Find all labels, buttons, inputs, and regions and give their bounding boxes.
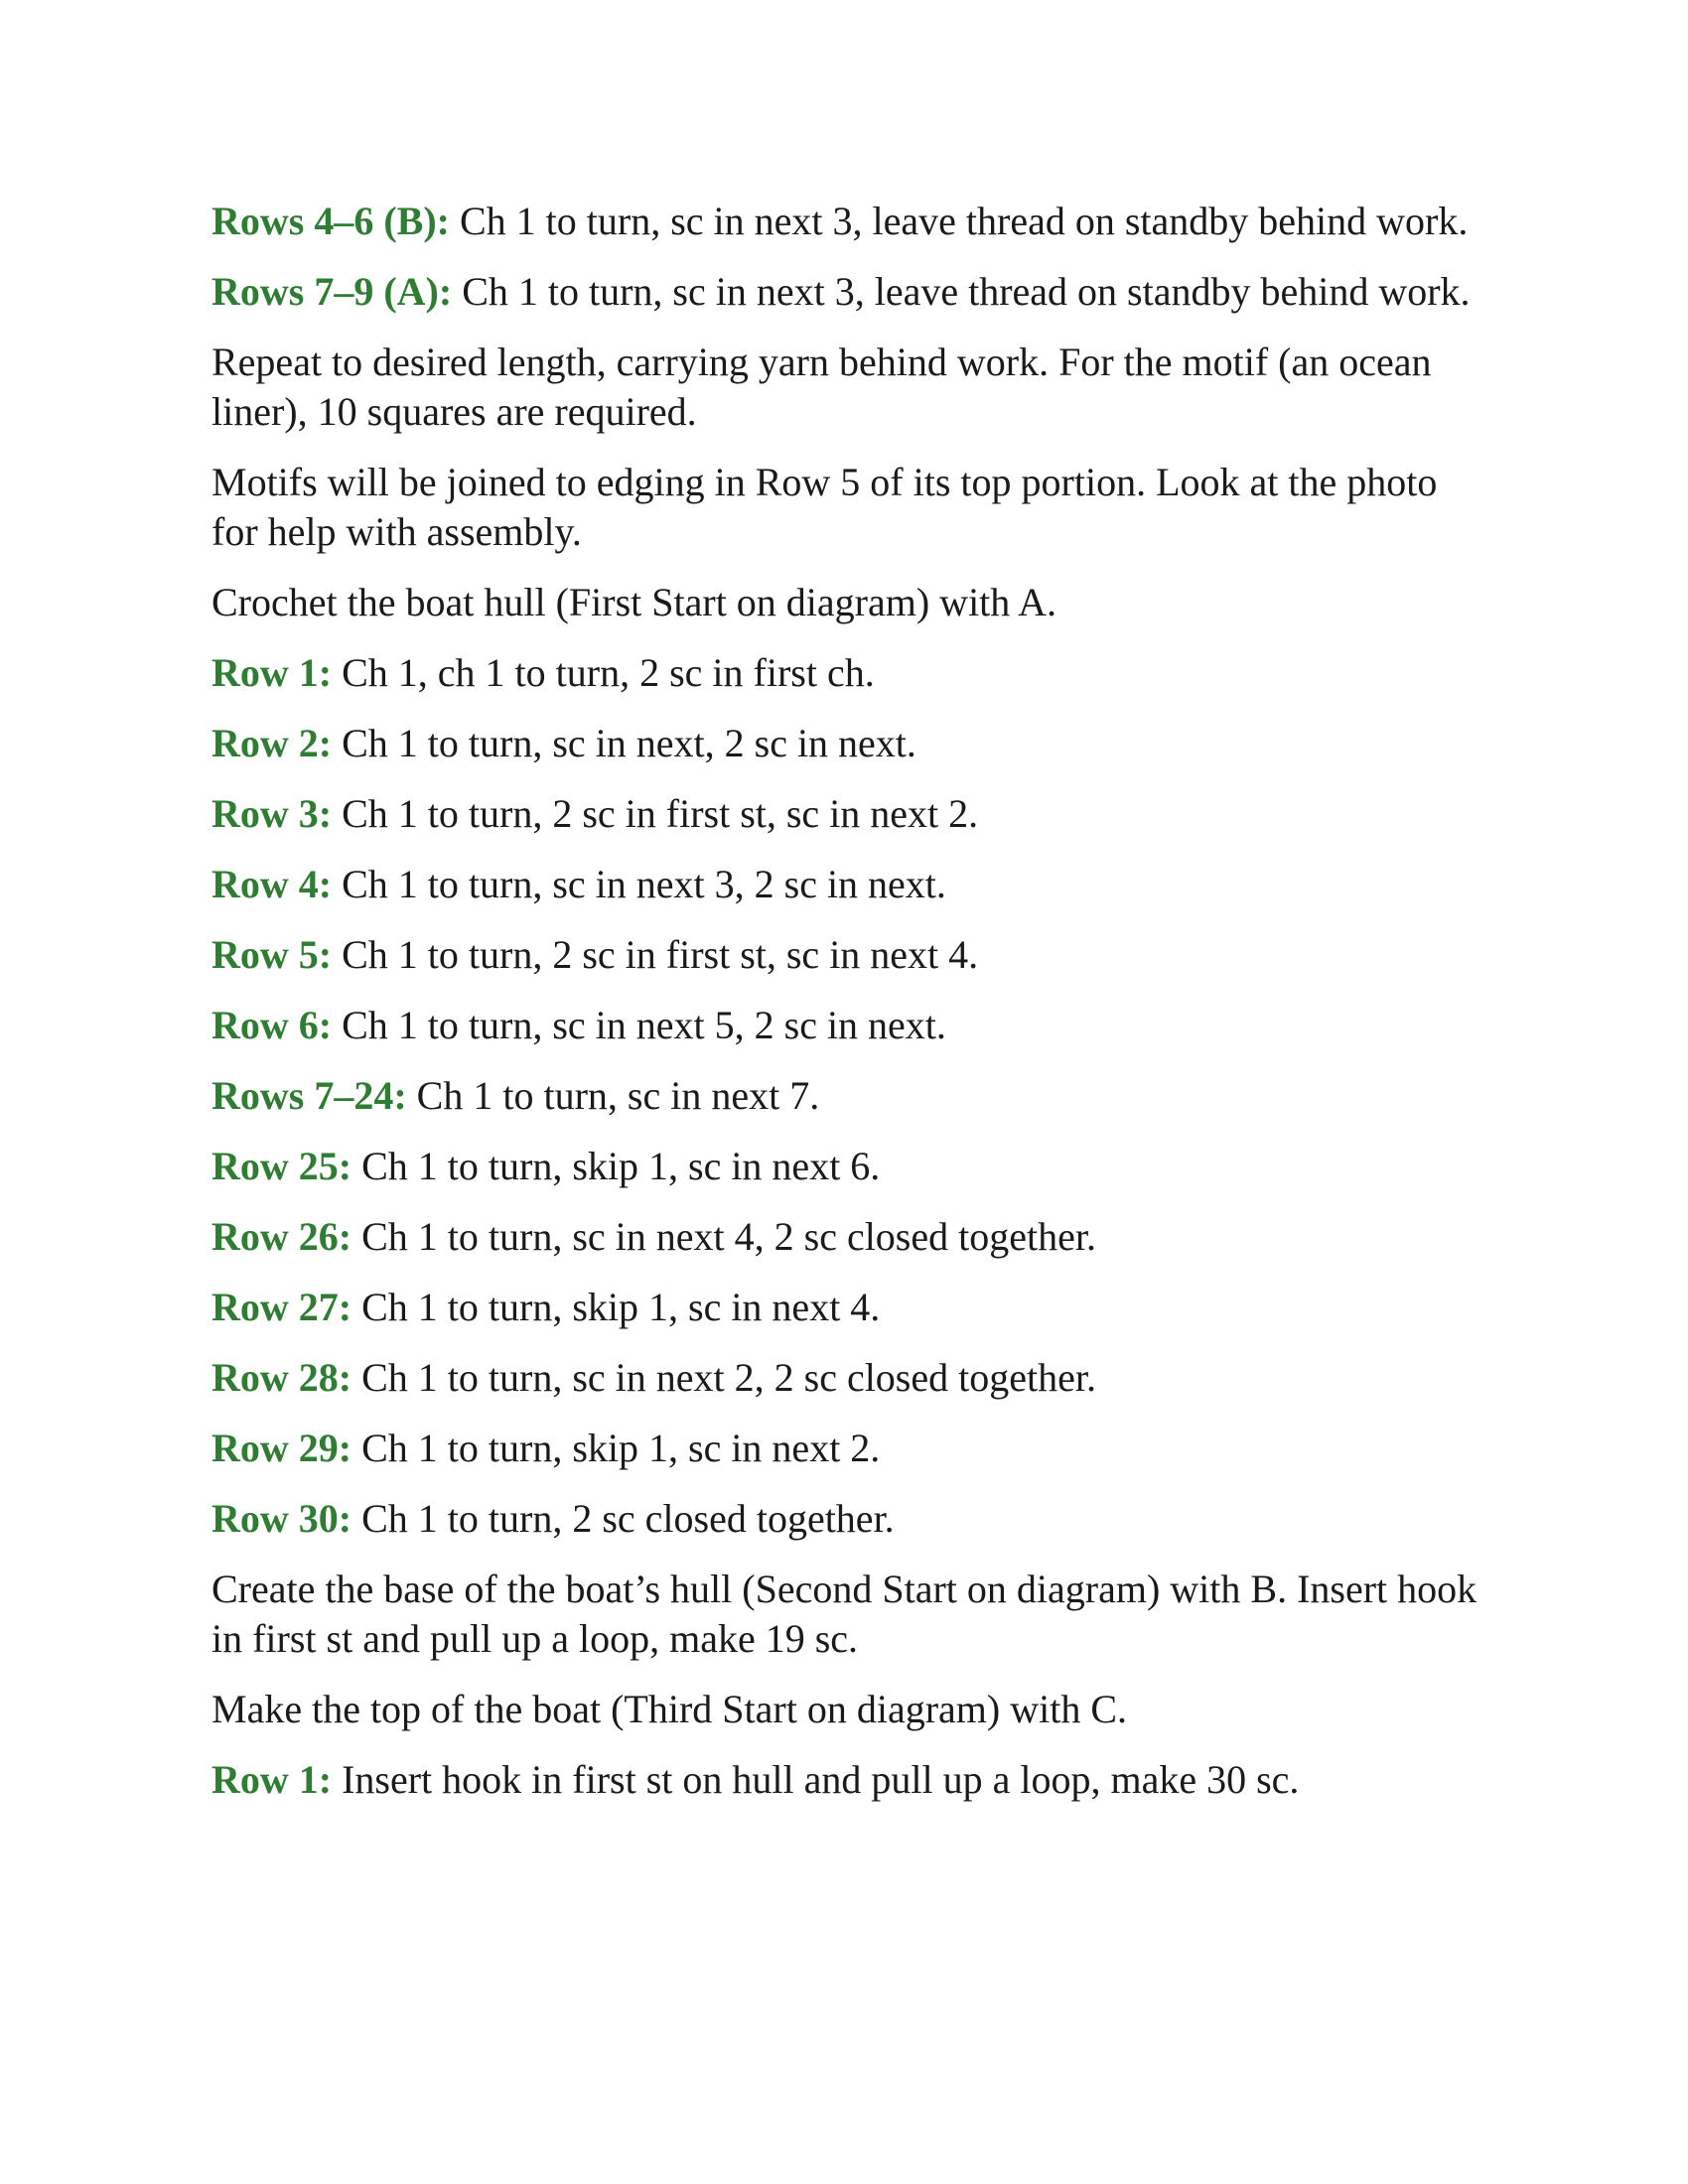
row-label: Row 28: (211, 1355, 352, 1400)
instruction-text: Ch 1 to turn, sc in next 3, leave thread on standby behind work. (449, 199, 1469, 243)
instruction-row-2 (211, 719, 1482, 768)
row-label: Row 27: (211, 1285, 352, 1329)
row-label: Row 6: (211, 1003, 333, 1047)
row-label: Row 30: (211, 1496, 352, 1541)
instruction-text: Ch 1 to turn, sc in next, 2 sc in next. (332, 721, 916, 765)
instruction-row-27 (211, 1283, 1482, 1332)
instruction-text: Ch 1 to turn, skip 1, sc in next 6. (352, 1144, 881, 1188)
row-label: Row 29: (211, 1426, 352, 1470)
row-label: Row 1: (211, 1757, 333, 1802)
instruction-text: Ch 1 to turn, sc in next 7. (406, 1073, 820, 1118)
paragraph-hull-base (211, 1565, 1482, 1664)
instruction-top-row-1 (211, 1755, 1482, 1805)
document-page (211, 197, 1482, 1826)
paragraph-text: Motifs will be joined to edging in Row 5 of its top portion. Look at the photo for help with assembly. (211, 460, 1438, 554)
row-label: Row 4: (211, 862, 333, 906)
paragraph-text: Crochet the boat hull (First Start on diagram) with A. (211, 580, 1056, 624)
instruction-text: Ch 1 to turn, sc in next 3, 2 sc in next. (332, 862, 946, 906)
paragraph-repeat (211, 338, 1482, 437)
paragraph-text: Create the base of the boat’s hull (Second Start on diagram) with B. Insert hook in first st and pull up a loop, make 19 sc. (211, 1567, 1477, 1661)
instruction-rows-7-9 (211, 267, 1482, 317)
instruction-rows-4-6 (211, 197, 1482, 246)
instruction-row-1 (211, 648, 1482, 698)
instruction-row-28 (211, 1353, 1482, 1403)
instruction-text: Ch 1 to turn, skip 1, sc in next 2. (352, 1426, 881, 1470)
instruction-text: Ch 1, ch 1 to turn, 2 sc in first ch. (332, 650, 875, 695)
instruction-text: Ch 1 to turn, 2 sc in first st, sc in next 4. (332, 932, 979, 977)
instruction-row-30 (211, 1494, 1482, 1544)
row-label: Rows 4–6 (B): (211, 199, 450, 243)
paragraph-motifs (211, 458, 1482, 557)
instruction-text: Ch 1 to turn, sc in next 5, 2 sc in next. (332, 1003, 946, 1047)
paragraph-boat-top (211, 1685, 1482, 1734)
row-label: Row 3: (211, 791, 333, 836)
instruction-text: Ch 1 to turn, skip 1, sc in next 4. (352, 1285, 881, 1329)
row-label: Row 1: (211, 650, 333, 695)
row-label: Row 2: (211, 721, 333, 765)
paragraph-text: Repeat to desired length, carrying yarn behind work. For the motif (an ocean liner), 10 squares are required. (211, 340, 1432, 434)
instruction-row-3 (211, 789, 1482, 839)
instruction-row-25 (211, 1142, 1482, 1191)
instruction-row-4 (211, 860, 1482, 909)
row-label: Row 26: (211, 1214, 352, 1259)
instruction-text: Insert hook in first st on hull and pull up a loop, make 30 sc. (332, 1757, 1300, 1802)
row-label: Row 5: (211, 932, 333, 977)
instruction-rows-7-24 (211, 1071, 1482, 1121)
row-label: Rows 7–24: (211, 1073, 407, 1118)
instruction-text: Ch 1 to turn, sc in next 2, 2 sc closed together. (352, 1355, 1096, 1400)
instruction-row-5 (211, 930, 1482, 980)
instruction-text: Ch 1 to turn, 2 sc closed together. (352, 1496, 895, 1541)
instruction-text: Ch 1 to turn, sc in next 4, 2 sc closed together. (352, 1214, 1096, 1259)
row-label: Rows 7–9 (A): (211, 269, 453, 314)
instruction-row-29 (211, 1424, 1482, 1473)
paragraph-text: Make the top of the boat (Third Start on diagram) with C. (211, 1687, 1128, 1731)
paragraph-hull (211, 578, 1482, 627)
instruction-text: Ch 1 to turn, 2 sc in first st, sc in next 2. (332, 791, 979, 836)
instruction-text: Ch 1 to turn, sc in next 3, leave thread on standby behind work. (452, 269, 1471, 314)
row-label: Row 25: (211, 1144, 352, 1188)
instruction-row-6 (211, 1001, 1482, 1050)
instruction-row-26 (211, 1212, 1482, 1262)
